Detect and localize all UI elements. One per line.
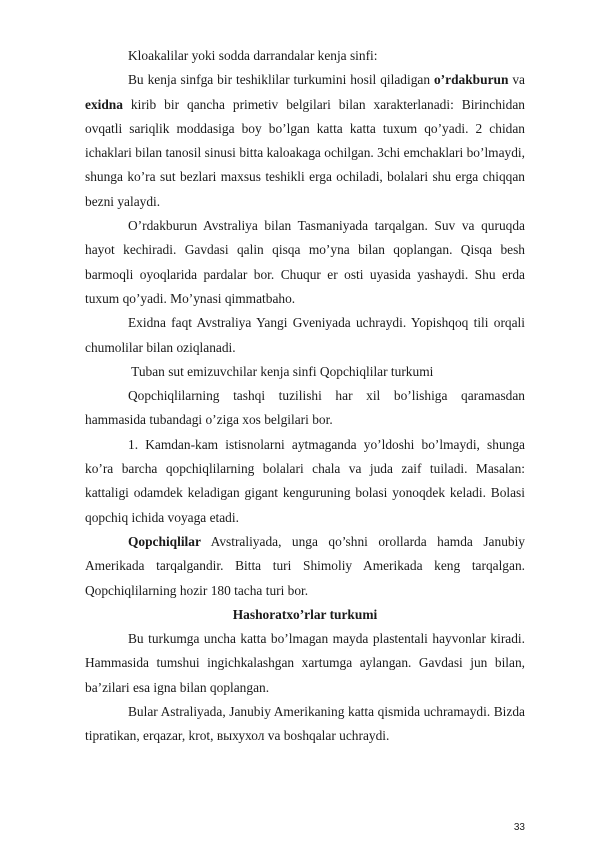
paragraph-8 [85,530,525,603]
text-run: Avstraliyada, unga qo’shni orollarda hamda Janubiy Amerikada tarqalgandir. Bitta turi Shimoliy Amerikada keng tarqalgan. Qopchiqlilarning hozir 180 tacha turi bor. [85,533,525,598]
paragraph-2 [85,68,525,214]
paragraph-6: Qopchiqlilarning tashqi tuzilishi har xil bo’lishiga qaramasdan hammasida tubandagi o’ziga xos belgilari bor. [85,388,525,428]
section-heading: Hashoratxo’rlar turkumi [232,606,378,622]
bold-term: exidna [85,96,123,112]
page-number: 33 [513,822,525,833]
bold-term: Qopchiqlilar [128,533,201,549]
paragraph-5: Tuban sut emizuvchilar kenja sinfi Qopchiqlilar turkumi [128,363,434,379]
paragraph-9: Bu turkumga uncha katta bo’lmagan mayda plastentali hayvonlar kiradi. Hammasida tumshui ingichkalashgan xartumga aylangan. Gavdasi jun bilan, ba’zilari esa igna bilan qoplangan. [85,631,525,695]
bold-term: o’rdakburun [433,72,509,88]
paragraph-4: Exidna faqt Avstraliya Yangi Gveniyada uchraydi. Yopishqoq tili orqali chumolilar bilan oziqlanadi. [85,315,525,355]
paragraph-10: Bular Astraliyada, Janubiy Amerikaning katta qismida uchramaydi. Bizda tipratikan, erqazar, krot, выхухол va boshqalar uchraydi. [85,704,525,744]
body-text [85,44,525,749]
paragraph-1: Kloakalilar yoki sodda darrandalar kenja sinfi: [128,48,378,63]
text-run: Bu kenja sinfga bir teshiklilar turkumini hosil qiladigan [128,72,434,88]
text-run: kirib bir qancha primetiv belgilari bilan xarakterlanadi: Birinchidan ovqatli sariqlik moddasiga boy bo’lgan katta katta tuxum qo’yadi. 2 chidan ichaklari bilan tanosil sinusi bitta kaloakaga ochilgan. 3chi emchaklari bo’lmaydi, shunga ko’ra sut bezlari maxsus teshikli erga ochiladi, bolalari shu erga chiqqan bezni yalaydi. [85,96,525,209]
paragraph-3: O’rdakburun Avstraliya bilan Tasmaniyada tarqalgan. Suv va quruqda hayot kechiradi. Gavdasi qalin qisqa mo’yna bilan qoplangan. Qisqa besh barmoqli oyoqlarida pardalar bor. Chuqur er osti uyasida yashaydi. Shu erda tuxum qo’yadi. Mo’ynasi qimmatbaho. [85,218,525,306]
text-run: va [508,72,525,88]
paragraph-7: 1. Kamdan-kam istisnolarni aytmaganda yo’ldoshi bo’lmaydi, shunga ko’ra barcha qopchiqlilarning bolalari chala va juda zaif tuiladi. Masalan: kattaligi odamdek keladigan gigant kenguruning bolasi yonoqdek keladi. Bolasi qopchiq ichida voyaga etadi. [85,436,525,525]
